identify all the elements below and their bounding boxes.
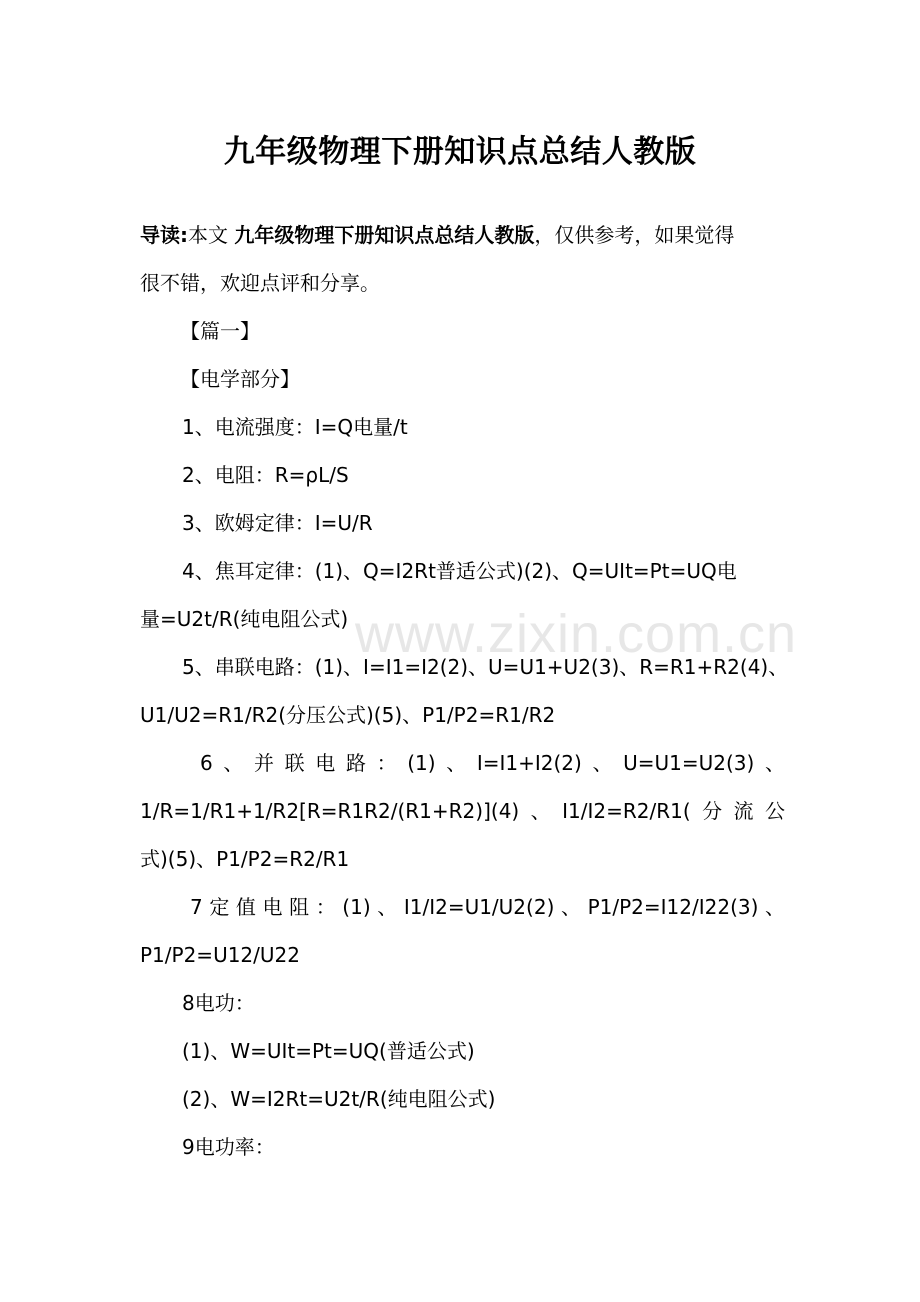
item-7-part: (1) bbox=[342, 895, 371, 919]
item-6-part: 、 bbox=[592, 751, 613, 775]
item-8-a: (1)、W=UIt=Pt=UQ(普适公式) bbox=[182, 1039, 475, 1063]
item-6-part: 公 bbox=[764, 799, 785, 823]
subsection-heading: 【电学部分】 bbox=[180, 367, 300, 391]
item-9: 9电功率： bbox=[182, 1135, 275, 1159]
item-6-part: I1/I2=R2/R1( bbox=[562, 799, 691, 823]
watermark: www.zixin.com.cn bbox=[355, 604, 798, 664]
item-7-part: 电 bbox=[262, 895, 283, 919]
item-4-line-1: 4、焦耳定律：(1)、Q=I2Rt普适公式)(2)、Q=UIt=Pt=UQ电 bbox=[182, 559, 737, 583]
item-6-part: 1/R=1/R1+1/R2[R=R1R2/(R1+R2)](4) bbox=[140, 799, 520, 823]
item-7-part: I1/I2=U1/U2(2) bbox=[403, 895, 555, 919]
intro-line-2: 很不错，欢迎点评和分享。 bbox=[140, 271, 380, 295]
item-7-part: 值 bbox=[235, 895, 256, 919]
item-6-part: 、 bbox=[446, 751, 467, 775]
item-7-part: P1/P2=I12/I22(3) bbox=[587, 895, 759, 919]
item-6-part: 流 bbox=[733, 799, 754, 823]
item-6-part: 电 bbox=[315, 751, 336, 775]
intro-suffix: ，仅供参考，如果觉得 bbox=[534, 223, 735, 247]
item-5-line-1: 5、串联电路：(1)、I=I1=I2(2)、U=U1+U2(3)、R=R1+R2(4)、 bbox=[182, 655, 789, 679]
item-6-part: (1) bbox=[407, 751, 436, 775]
item-6-part: 6 bbox=[200, 751, 213, 775]
item-6-part: ： bbox=[376, 751, 397, 775]
intro-doc-title: 九年级物理下册知识点总结人教版 bbox=[234, 223, 535, 247]
item-6-part: 联 bbox=[284, 751, 305, 775]
item-7-part: 阻 bbox=[289, 895, 310, 919]
item-6-line-2 bbox=[140, 794, 785, 828]
document-title: 九年级物理下册知识点总结人教版 bbox=[223, 134, 697, 170]
item-6-part: 并 bbox=[254, 751, 275, 775]
item-7-line-1 bbox=[190, 890, 785, 924]
item-3: 3、欧姆定律：I=U/R bbox=[182, 511, 373, 535]
item-7-part: 7 bbox=[190, 895, 203, 919]
intro-line-1 bbox=[140, 218, 785, 252]
item-1: 1、电流强度：I=Q电量/t bbox=[182, 415, 408, 439]
item-7-part: 、 bbox=[377, 895, 398, 919]
item-7-part: 定 bbox=[209, 895, 230, 919]
intro-label: 导读: bbox=[140, 223, 188, 247]
item-6-part: 分 bbox=[702, 799, 723, 823]
item-5-line-2: U1/U2=R1/R2(分压公式)(5)、P1/P2=R1/R2 bbox=[140, 703, 556, 727]
item-6-part: 、 bbox=[223, 751, 244, 775]
item-6-part: U=U1=U2(3) bbox=[623, 751, 755, 775]
item-7-line-2: P1/P2=U12/U22 bbox=[140, 943, 300, 967]
item-2: 2、电阻：R=ρL/S bbox=[182, 463, 349, 487]
item-6-part: 、 bbox=[530, 799, 551, 823]
item-7-part: 、 bbox=[765, 895, 785, 919]
item-8-b: (2)、W=I2Rt=U2t/R(纯电阻公式) bbox=[182, 1087, 496, 1111]
intro-prefix: 本文 bbox=[188, 223, 235, 247]
item-7-part: ： bbox=[315, 895, 336, 919]
section-heading: 【篇一】 bbox=[180, 319, 260, 343]
item-8: 8电功： bbox=[182, 991, 255, 1015]
item-6-line-1 bbox=[200, 746, 785, 780]
item-4-line-2: 量=U2t/R(纯电阻公式) bbox=[140, 607, 349, 631]
item-6-part: I=I1+I2(2) bbox=[476, 751, 582, 775]
item-6-line-3: 式)(5)、P1/P2=R2/R1 bbox=[140, 847, 350, 871]
item-6-part: 路 bbox=[345, 751, 366, 775]
item-6-part: 、 bbox=[764, 751, 785, 775]
item-7-part: 、 bbox=[560, 895, 581, 919]
